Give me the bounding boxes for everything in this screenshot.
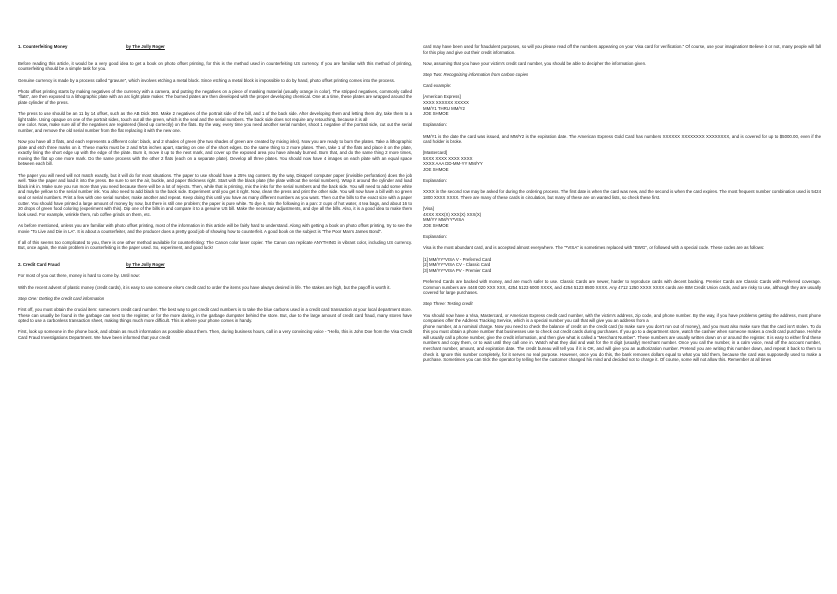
explanation-label: Explanation: bbox=[423, 234, 447, 240]
paragraph: If all of this seems too complicated to you, there is one other method available for counterfeiting: The Canon color laser copier. The Canon can replicate ANYTHING in vibrant color, including US currency. But, once again, the main problem in counterfeiting is the paper used. So, experiment, and good luck! bbox=[18, 239, 412, 251]
card-example-label: Card example: bbox=[423, 83, 452, 89]
left-column bbox=[18, 44, 412, 589]
paragraph: Preferred Cards are backed with money, and are much safer to use. Classic Cards are newer, harder to reproduce cards with decent backing. Premier Cards are Classic Cards with Preferred coverage. Common numbers are 4448 020 XXX XXX, 4254 5123 6000 XXXX, and 4254 5123 8500 XXXX. Any 4712 1250 XXXX XXXX cards are IBM Credit Union cards, and are risky to use, although they are usually covered for large purchases. bbox=[423, 278, 821, 296]
paragraph: With the recent advent of plastic money (credit cards), it is easy to use someone else's credit card to order the items you have always desired in life. The stakes are high, but the payoff is worth it. bbox=[18, 284, 391, 290]
section-heading-credit-card-fraud bbox=[18, 262, 412, 268]
heading-author: by The Jolly Roger bbox=[126, 262, 165, 268]
paragraph: First off, you must obtain the crucial item: someone's credit card number. The best way to get credit card numbers is to take the blue carbons used in a credit card transaction at your local department store. These can usually be found in the garbage can next to the register, or for the more daring, in the garbage dumpster behind the store. But, due to the large amount of credit card fraud, many stores have opted to use a carbonless transaction sheet, making things much more difficult. This is where your phone comes in handy. bbox=[18, 306, 412, 324]
paragraph: As before mentioned, unless you are familiar with photo offset printing, most of the information in this article will be fairly hard to understand. Along with getting a book on photo offset printing, try to see the movie "To Live and Die in LA". It is about a counterfeiter, and the producer does a pretty good job of showing how to counterfeit. A good book on the subject is "The Poor Man's James Bond". bbox=[18, 223, 412, 234]
paragraph: Now you have all 3 flats, and each represents a different color: black, and 2 shades of green (the two shades of green are created by mixing inks). Now you are ready to burn the plates. Take a lithographic plate and etch three marks on it. These marks must be 2 and 9/16 inches apart, starting on one of the short edges. Do the same thing to 2 more plates. Then, take 1 of the flats and place it on the plate, exactly lining the short edge up with the edge of the plate. Burn it, move it up to the next mark, and cover up the exposed area you have already burned. Burn that, and do the same thing 2 more times, moving the flat up one more mark. Do the same process with the other 2 flats (each on a separate plate). Develop all three plates. You should now have 4 images on each plate with an equal space between each bill. bbox=[18, 139, 412, 167]
mastercard-example: [Mastercard] 5XXX XXXX XXXX XXXX XXXX AAA DD-MM-YY MM/YY JOE SHMOE bbox=[423, 150, 483, 173]
amex-card-example: [American Express] XXXX XXXXXX XXXXX MM/Y1 THRU MM/Y2 JOE SHMOE bbox=[423, 94, 469, 117]
paragraph: The paper you will need will not match exactly, but it will do for most situations. The paper to use should have a 25% rag content. By the way, Disaperl computer paper (invisible perforation) does the job well. Take the paper and load it into the press. Be sure to set the air, buckle, and paper thickness right. Start with the black plate (the plate without the serial numbers). Wrap it around the cylinder and load black ink in. Make sure you run more than you need because there will be a lot of rejects. Then, while that is printing, mix the inks for the serial numbers and the back side. You will need to add some white and maybe yellow to the serial number ink. You also need to add black to the back side. Experiment until you get it right. Now, clean the press and print the other side. You will now have a bill with no green seal or serial numbers. Print a few with one serial number, make another and repeat. Keep doing this until you have as many different numbers as you want. Then cut the bills to the exact size with a paper cutter. You should have printed a large amount of money by now, but there is still one problem; the paper is pure white. To dye it, mix the following in a pan: 2 cups of hot water, 4 tea bags, and about 16 to 20 drops of green food coloring (experiment with this). Dip one of the bills in and compare it to a genuine US bill. Make the necessary adjustments, and dye all the bills. Also, it is a good idea to make them look used. For example, wrinkle them, rub coffee grinds on them, etc. bbox=[18, 172, 412, 217]
heading-title: 2. Credit Card Fraud bbox=[18, 262, 60, 268]
heading-author: by The Jolly Roger bbox=[126, 44, 165, 49]
paragraph: Before reading this article, it would be a very good idea to get a book on photo offset printing, for this is the method used in counterfeiting US currency. If you are familiar with this method of printing, counterfeiting should be a simple task for you. bbox=[18, 60, 412, 72]
paragraph: First, look up someone in the phone book, and obtain as much information as possible about them. Then, during business hours, call in a very convincing voice - "Hello, this is John Doe from the Visa Credit Card Fraud Investigations Department. We have been informed that your credit bbox=[18, 329, 412, 340]
paragraph: You should now have a Visa, Mastercard, or American Express credit card number, with the victim's address, zip code, and phone number. By the way, if you have problems getting the address, most phone companies offer the Address Tracking Service, which is a special number you call that will give you an address from a phone number, at a nominal charge. Now you need to check the balance of credit on the credit card (to make sure you don't run out of money), and you must also make sure that the card isn't stolen. To do this you must obtain a phone number that businesses use to check out credit cards during purchases. If you go to a department store, watch the cashier when someone makes a credit card purchase. He/she will usually call a phone number, give the credit information, and then give what is called a "Merchant Number". These numbers are usually written down on or around the register. It is easy to either find these numbers and copy them, or to wait until they call one in. Watch what they dial and wait for the 8 digit (usually) merchant number. Once you call the number, in a calm voice, read off the account number, merchant number, amount, and expiration date. The credit bureau will tell you if it is OK, and will give you an authorization number. Pretend you are writing this number down, and repeat it back to them to check it. Ignore this number completely, for it serves no real purpose. However, once you do this, the bank removes dollars equal to what you told them, because the card was supposedly used to make a purchase. Sometimes you can trick the operator by telling her the customer changed his mind and decided not to charge it. Of course, some will not allow this. Remember at all times bbox=[423, 312, 821, 363]
explanation-label: Explanation: bbox=[423, 122, 447, 128]
paragraph: Photo offset printing starts by making negatives of the currency with a camera, and putting the negatives on a piece of masking material (usually orange in color). The stripped negatives, commonly called "flats", are then exposed to a lithographic plate with an arc light plate maker. The burned plates are then developed with the proper developing chemical. One at a time, these plates are wrapped around the plate cylinder of the press. bbox=[18, 88, 412, 105]
paragraph: MM/Y1 is the date the card was issued, and MM/Y2 is the expiration date. The American Express Gold Card has numbers XXXXXX XXXXXXXX XXXXXXXX, and is covered for up to $5000.00, even if the card holder is broke. bbox=[423, 133, 821, 145]
section-heading-counterfeiting bbox=[18, 44, 412, 50]
heading-title: 1. Counterfeiting Money bbox=[18, 44, 68, 49]
paragraph: The press to use should be an 11 by 14 offset, such as the AB Dick 360. Make 2 negatives of the portrait side of the bill, and 1 of the back side. After developing them and letting them dry, take them to a light table. Using opaque on one of the portrait sides, touch out all the green, which is the seal and the serial numbers. The back side does not require any retouching, because it is all one color. Now, make sure all of the negatives are registered (lined up correctly) on the flats. By the way, every time you need another serial number, shoot 1 negative of the portrait side, cut out the serial number, and remove the old serial number from the flat replacing it with the new one. bbox=[18, 111, 412, 133]
paragraph: Genuine currency is made by a process called "gravure", which involves etching a metal block. Since etching a metal block is impossible to do by hand, photo offset printing comes into the process. bbox=[18, 77, 396, 83]
paragraph: Visa is the most abundant card, and is accepted almost everywhere. The "*VISA" is sometimes replaced with "BWG", or followed with a special code. These codes are as follows: bbox=[423, 245, 765, 251]
step-heading: Step Three: Testing credit bbox=[423, 301, 473, 307]
paragraph: Now, assuming that you have your victim's credit card number, you should be able to decipher the information given. bbox=[423, 60, 647, 66]
right-column bbox=[423, 44, 821, 589]
paragraph: XXXX in the second row may be asked for during the ordering process. The first date is when the card was new, and the second is when the card expires. The most frequent number combination used is 5424 1800 XXXX XXXX. There are many of these cards in circulation, but many of these are on wanted lists, so check these first. bbox=[423, 189, 821, 201]
visa-card-example: [Visa] 4XXX XXX(X) XXX(X) XXX(X) MM/YY MM/YY*VISA JOE SHMOE bbox=[423, 206, 482, 228]
explanation-label: Explanation: bbox=[423, 178, 447, 184]
visa-codes-list: [1] MM/YY*VISA V - Preferred Card [2] MM/YY*VISA CV - Classic Card [3] MM/YY*VISA PV - Premier Card bbox=[423, 256, 492, 273]
paragraph: card may have been used for fraudulent purposes, so will you please read off the numbers appearing on your Visa card for verification." Of course, use your imagination! Believe it or not, many people will fall for this ploy and give out their credit information. bbox=[423, 44, 821, 55]
step-heading: Step Two: Recognizing information from carbon copies bbox=[423, 71, 529, 77]
step-heading: Step One: Getting the credit card information bbox=[18, 295, 105, 301]
paragraph: For most of you out there, money is hard to come by. Until now: bbox=[18, 273, 140, 279]
